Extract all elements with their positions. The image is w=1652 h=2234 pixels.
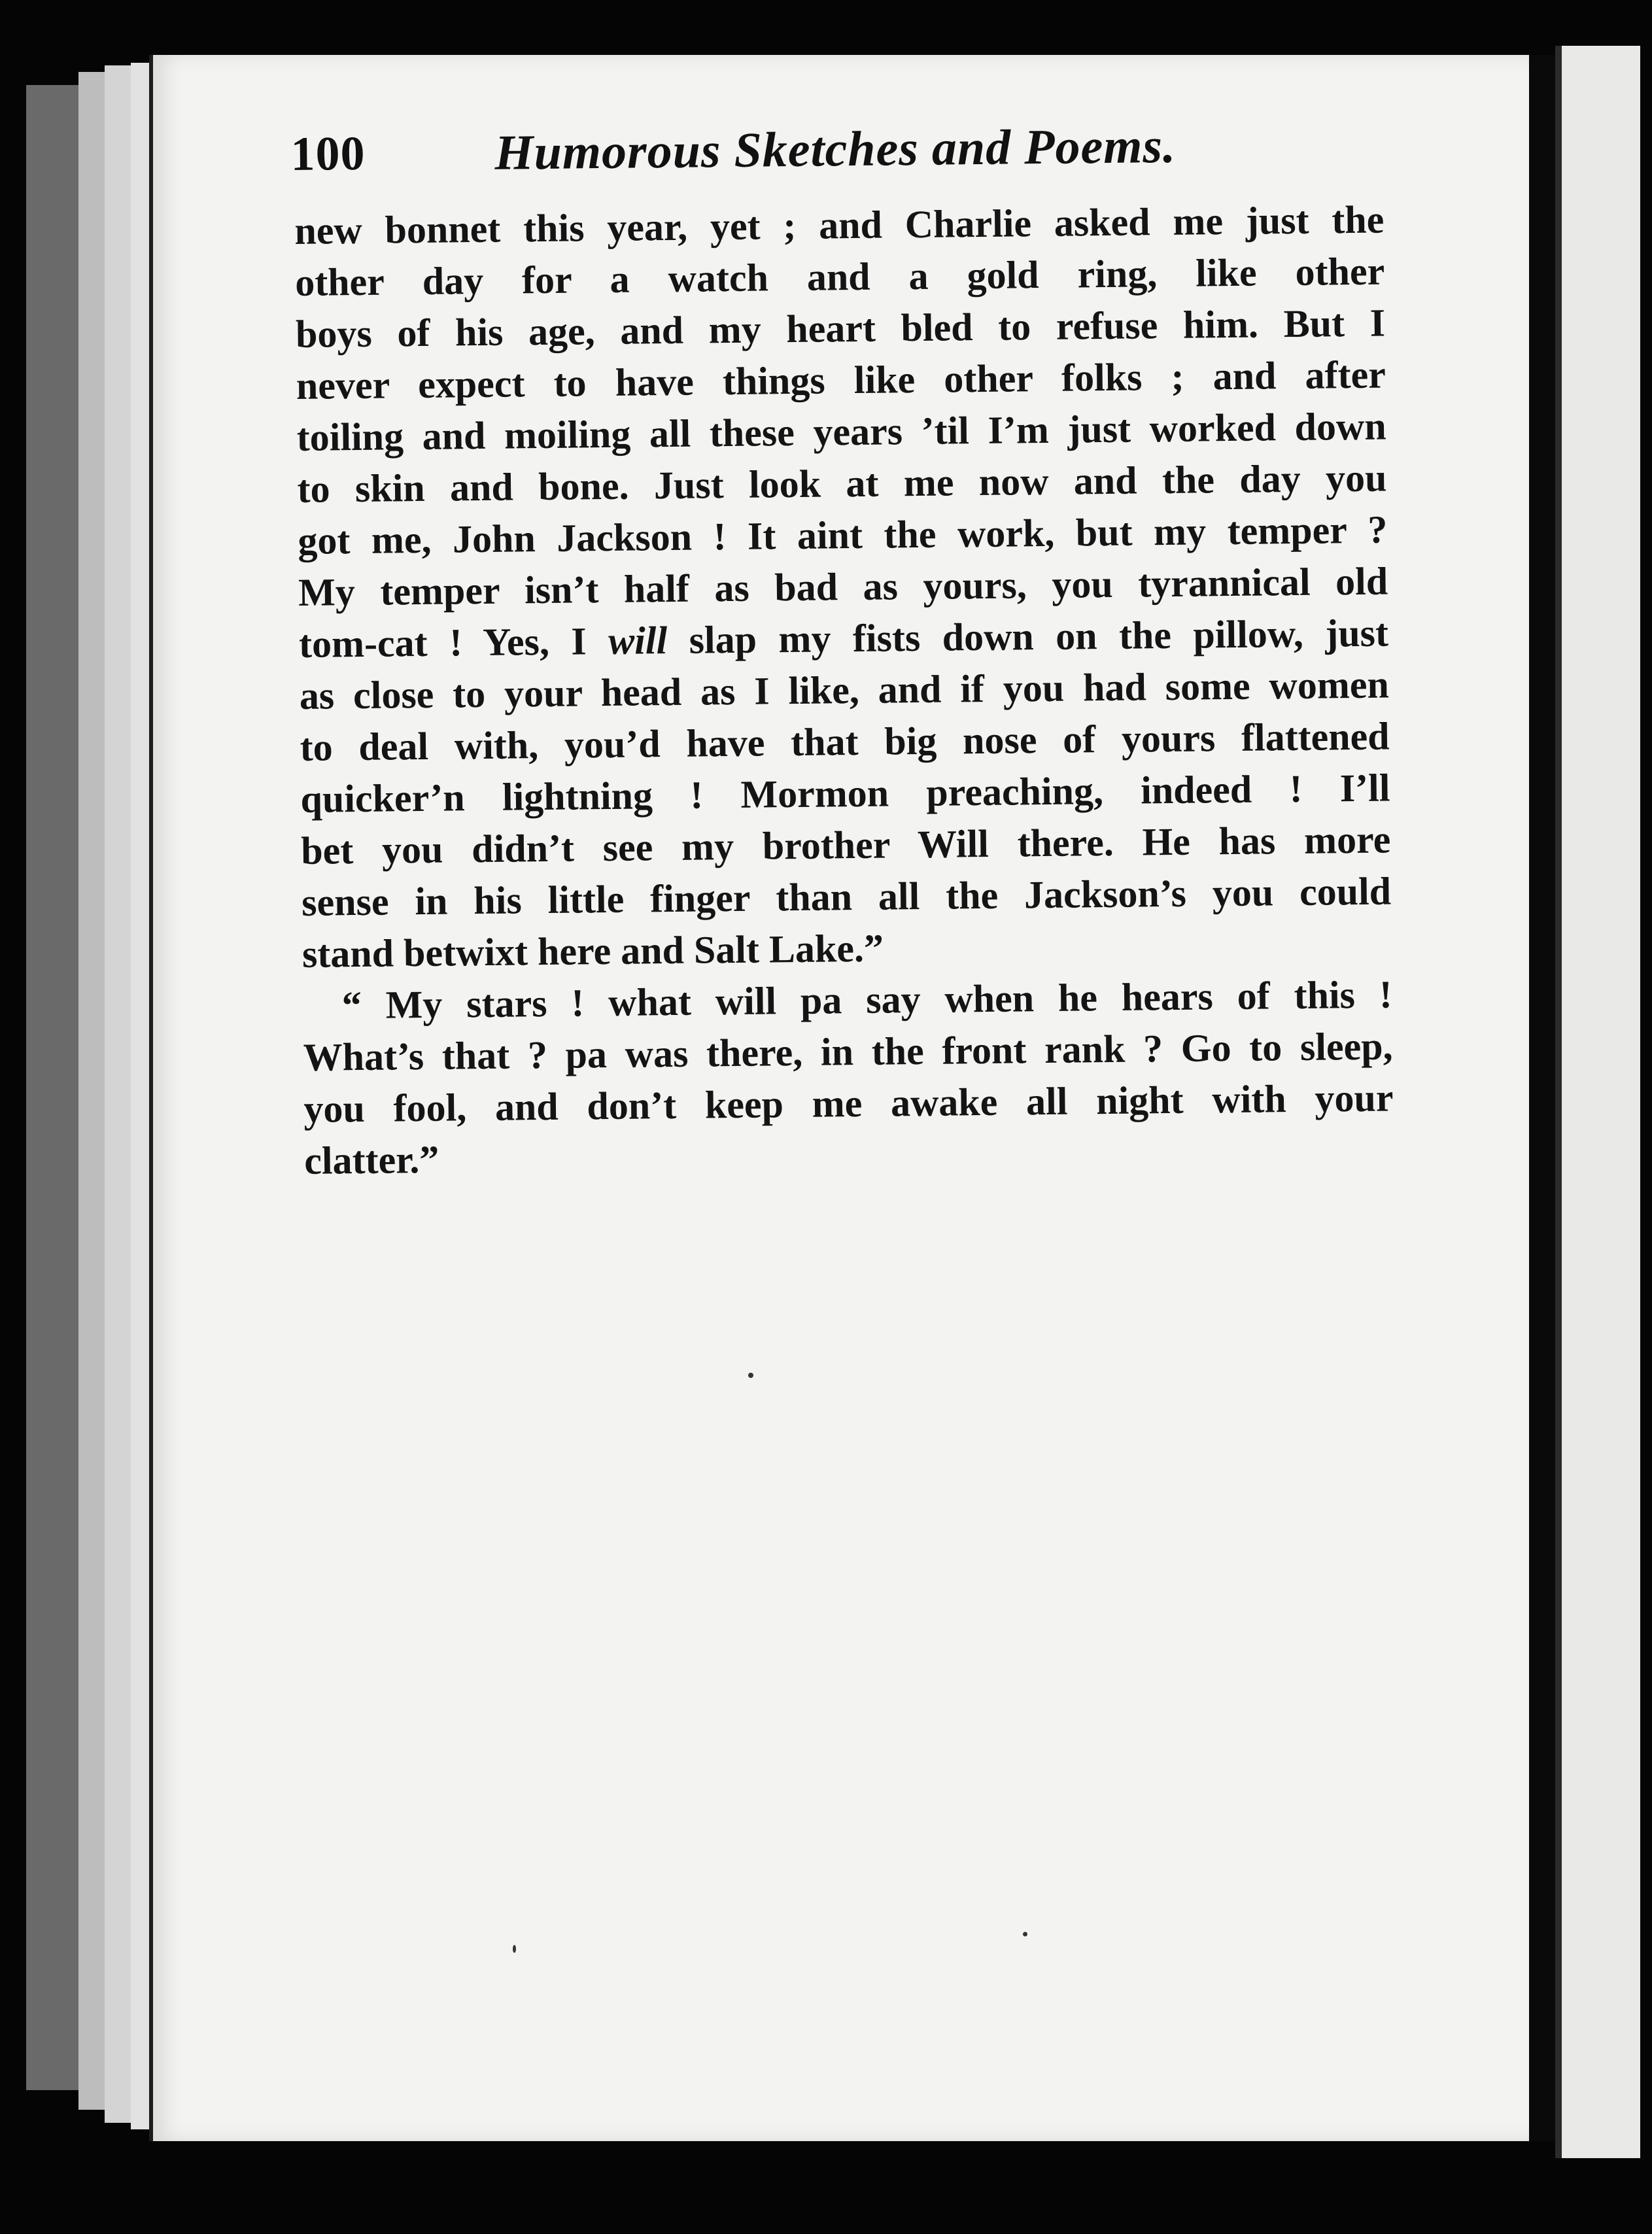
text-line: quicker’n lightning ! Mormon preaching, indeed ! I’ll xyxy=(300,766,1390,821)
text-line: clatter.” xyxy=(303,1137,439,1182)
text-line: “ My stars ! what will pa say when he hears of this ! xyxy=(341,972,1393,1027)
binding-gutter xyxy=(1529,55,1555,2141)
scan-speck xyxy=(1023,1932,1027,1936)
page-number: 100 xyxy=(290,126,366,181)
text-line: My temper isn’t half as bad as yours, you tyrannical old xyxy=(298,559,1388,614)
text-line: got me, John Jackson ! It aint the work, but my temper ? xyxy=(298,507,1388,562)
scan-speck xyxy=(513,1945,516,1953)
text-fragment: tom-cat ! Yes, I xyxy=(298,619,609,666)
text-line: stand betwixt here and Salt Lake.” xyxy=(301,926,884,976)
page-edge xyxy=(78,72,107,2110)
book-page xyxy=(149,55,1533,2141)
scan-speck xyxy=(748,1373,753,1378)
page-edge xyxy=(105,65,133,2123)
body-text xyxy=(294,194,1394,1187)
text-line: new bonnet this year, yet ; and Charlie asked me just the xyxy=(294,198,1385,252)
text-line: never expect to have things like other folks ; and after xyxy=(296,352,1386,407)
text-line: toiling and moiling all these years ’til I’m just worked down xyxy=(296,404,1386,459)
page-header xyxy=(290,109,1337,199)
text-line: sense in his little finger than all the Jackson’s you could xyxy=(301,869,1392,924)
page-edge xyxy=(26,85,81,2090)
text-line: bet you didn’t see my brother Will there. He has more xyxy=(300,817,1391,872)
text-line: to deal with, you’d have that big nose of yours flattened xyxy=(300,714,1390,769)
text-line: you fool, and don’t keep me awake all night with your xyxy=(303,1076,1394,1131)
running-head: Humorous Sketches and Poems. xyxy=(494,118,1177,180)
text-line: other day for a watch and a gold ring, like other xyxy=(294,249,1385,304)
text-line: as close to your head as I like, and if you had some women xyxy=(299,662,1390,717)
text-line: boys of his age, and my heart bled to refuse him. But I xyxy=(295,301,1386,356)
facing-page-edge xyxy=(1555,46,1640,2158)
italic-word: will xyxy=(608,619,668,663)
text-line: What’s that ? pa was there, in the front rank ? Go to sleep, xyxy=(303,1024,1393,1079)
text-line: to skin and bone. Just look at me now and the day you xyxy=(297,456,1387,511)
text-fragment: slap my fists down on the pillow, just xyxy=(666,611,1389,662)
